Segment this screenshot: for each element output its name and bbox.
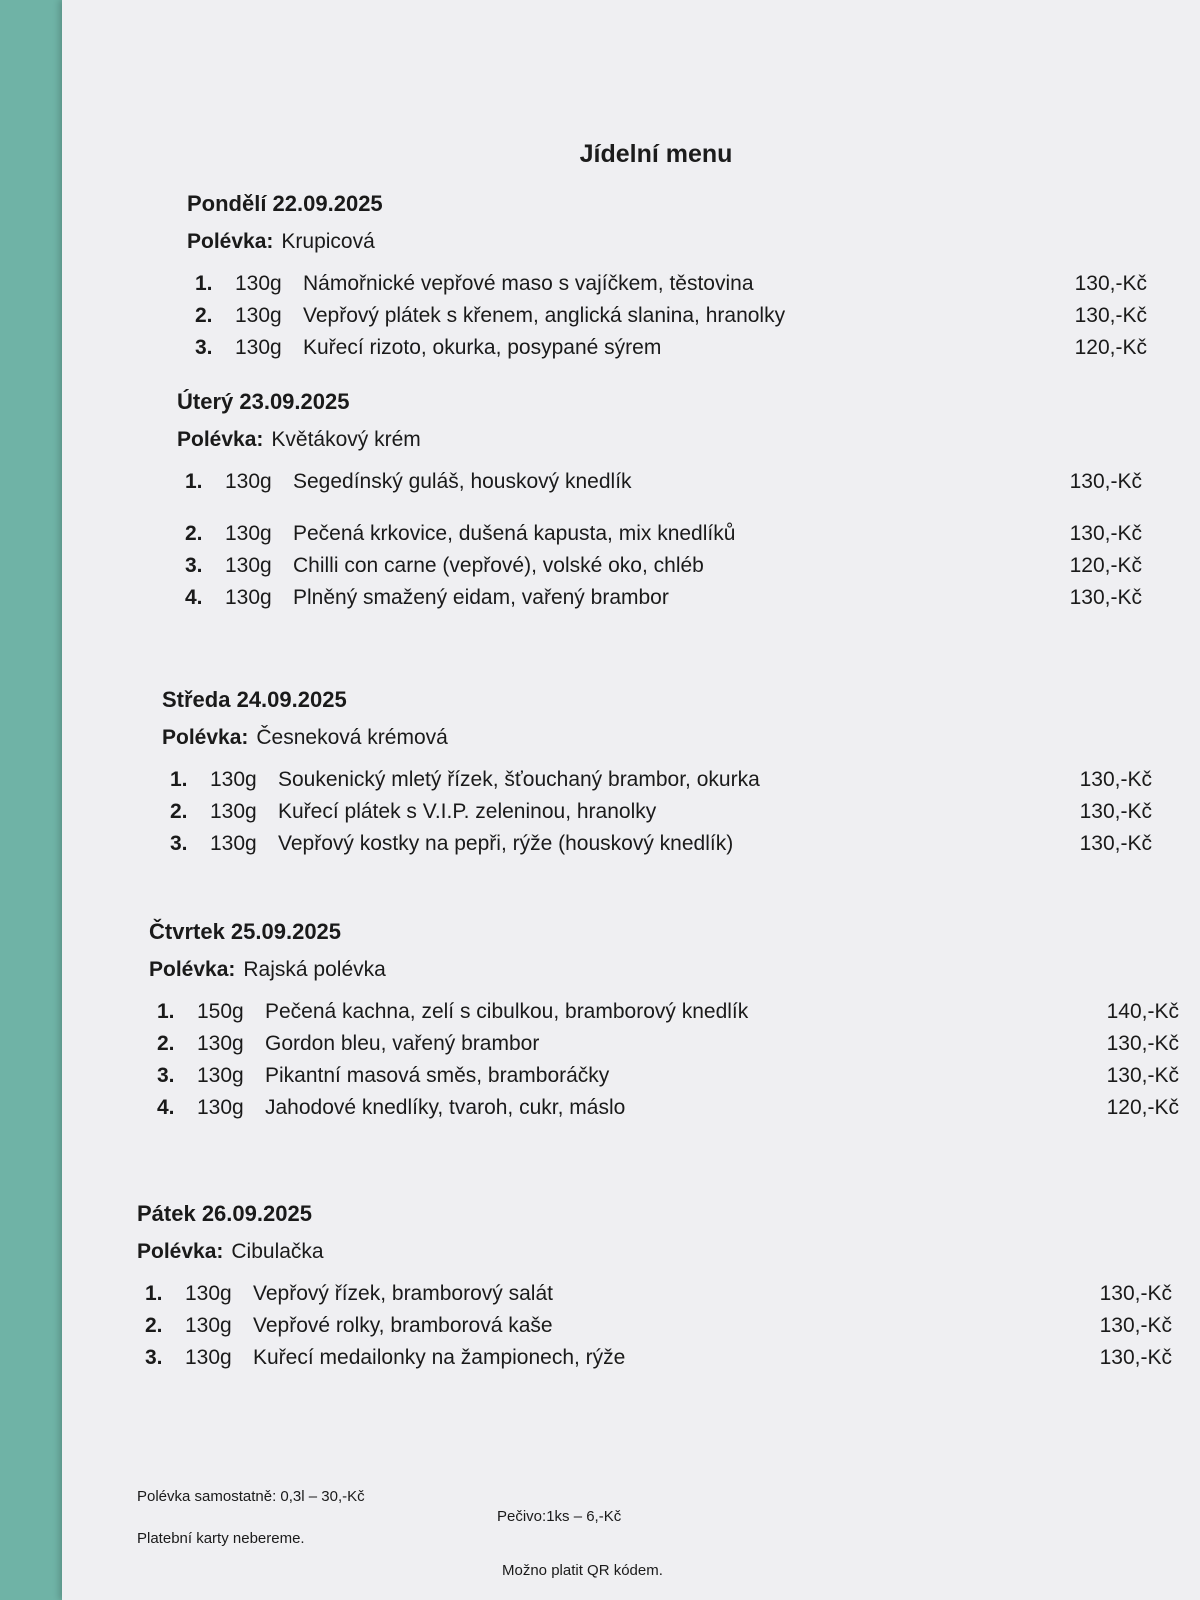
item-price: 130,-Kč [1069, 586, 1142, 609]
list-item [187, 300, 1147, 332]
item-price: 130,-Kč [1079, 832, 1152, 855]
item-weight: 130g [225, 522, 272, 545]
item-weight: 130g [197, 1032, 244, 1055]
item-number: 4. [185, 586, 203, 609]
list-item [149, 1060, 1179, 1092]
item-dish: Kuřecí rizoto, okurka, posypané sýrem [303, 336, 662, 359]
footer-bread: Pečivo:1ks – 6,-Kč [497, 1508, 622, 1525]
list-item [149, 996, 1179, 1028]
list-item [149, 1028, 1179, 1060]
item-dish: Chilli con carne (vepřové), volské oko, chléb [293, 554, 704, 577]
day-heading: Čtvrtek 25.09.2025 [149, 919, 342, 944]
item-weight: 130g [197, 1064, 244, 1087]
list-item [137, 1342, 1172, 1374]
item-number: 2. [195, 304, 213, 327]
list-item [137, 1310, 1172, 1342]
soup-line [177, 426, 1142, 454]
soup-name: Česneková krémová [256, 726, 448, 749]
day-heading: Pondělí 22.09.2025 [187, 191, 383, 216]
footer-soup-alone: Polévka samostatně: 0,3l – 30,-Kč [137, 1488, 365, 1505]
day-heading: Pátek 26.09.2025 [137, 1201, 312, 1226]
item-number: 4. [157, 1096, 175, 1119]
page-title: Jídelní menu [579, 140, 733, 168]
item-number: 2. [170, 800, 188, 823]
dish-list [177, 466, 1142, 614]
item-price: 130,-Kč [1069, 522, 1142, 545]
soup-name: Krupicová [281, 230, 375, 253]
soup-label: Polévka: [187, 230, 274, 253]
item-dish: Segedínský guláš, houskový knedlík [293, 470, 632, 493]
list-item [177, 550, 1142, 582]
list-item [177, 518, 1142, 550]
soup-line [149, 956, 1179, 984]
dish-list [137, 1278, 1172, 1374]
item-number: 1. [170, 768, 188, 791]
day-thursday [149, 918, 1179, 1124]
item-number: 3. [185, 554, 203, 577]
soup-line [162, 724, 1152, 752]
list-item [177, 466, 1142, 498]
dish-list [162, 764, 1152, 860]
item-weight: 130g [235, 304, 282, 327]
item-dish: Jahodové knedlíky, tvaroh, cukr, máslo [265, 1096, 626, 1119]
list-item [162, 764, 1152, 796]
soup-line [137, 1238, 1172, 1266]
item-weight: 130g [185, 1282, 232, 1305]
footer-qr-payment: Možno platit QR kódem. [502, 1562, 663, 1579]
item-number: 1. [157, 1000, 175, 1023]
item-weight: 130g [210, 800, 257, 823]
item-price: 120,-Kč [1069, 554, 1142, 577]
item-weight: 150g [197, 1000, 244, 1023]
item-price: 120,-Kč [1106, 1096, 1179, 1119]
dish-list [187, 268, 1147, 364]
item-weight: 130g [225, 470, 272, 493]
item-number: 1. [195, 272, 213, 295]
item-number: 2. [157, 1032, 175, 1055]
item-price: 130,-Kč [1069, 470, 1142, 493]
menu-paper [62, 0, 1200, 1600]
item-dish: Kuřecí plátek s V.I.P. zeleninou, hranolky [278, 800, 657, 823]
item-number: 3. [145, 1346, 163, 1369]
item-price: 130,-Kč [1099, 1346, 1172, 1369]
item-price: 130,-Kč [1099, 1282, 1172, 1305]
item-weight: 130g [225, 586, 272, 609]
list-item [162, 828, 1152, 860]
item-dish: Pikantní masová směs, bramboráčky [265, 1064, 610, 1087]
soup-name: Rajská polévka [243, 958, 386, 981]
item-price: 130,-Kč [1079, 800, 1152, 823]
item-price: 130,-Kč [1074, 272, 1147, 295]
item-dish: Pečená krkovice, dušená kapusta, mix knedlíků [293, 522, 736, 545]
item-dish: Kuřecí medailonky na žampionech, rýže [253, 1346, 626, 1369]
item-number: 1. [185, 470, 203, 493]
item-price: 140,-Kč [1106, 1000, 1179, 1023]
item-price: 130,-Kč [1079, 768, 1152, 791]
day-tuesday [177, 388, 1142, 614]
item-weight: 130g [197, 1096, 244, 1119]
item-dish: Vepřový plátek s křenem, anglická slanina, hranolky [303, 304, 786, 327]
item-weight: 130g [225, 554, 272, 577]
list-item [162, 796, 1152, 828]
item-number: 3. [195, 336, 213, 359]
item-weight: 130g [185, 1346, 232, 1369]
item-price: 130,-Kč [1099, 1314, 1172, 1337]
soup-label: Polévka: [137, 1240, 224, 1263]
item-dish: Pečená kachna, zelí s cibulkou, bramborový knedlík [265, 1000, 749, 1023]
soup-label: Polévka: [149, 958, 236, 981]
item-dish: Plněný smažený eidam, vařený brambor [293, 586, 669, 609]
item-weight: 130g [235, 336, 282, 359]
soup-line [187, 228, 1147, 256]
item-price: 120,-Kč [1074, 336, 1147, 359]
list-item [187, 332, 1147, 364]
soup-name: Květákový krém [271, 428, 421, 451]
item-dish: Vepřový kostky na pepři, rýže (houskový knedlík) [278, 832, 734, 855]
item-number: 2. [185, 522, 203, 545]
day-monday [187, 190, 1147, 364]
soup-label: Polévka: [177, 428, 264, 451]
day-heading: Středa 24.09.2025 [162, 687, 347, 712]
item-dish: Gordon bleu, vařený brambor [265, 1032, 540, 1055]
day-wednesday [162, 686, 1152, 860]
soup-name: Cibulačka [231, 1240, 324, 1263]
item-price: 130,-Kč [1074, 304, 1147, 327]
item-price: 130,-Kč [1106, 1064, 1179, 1087]
item-dish: Soukenický mletý řízek, šťouchaný brambor, okurka [278, 768, 760, 791]
day-friday [137, 1200, 1172, 1374]
day-heading: Úterý 23.09.2025 [177, 389, 350, 414]
soup-label: Polévka: [162, 726, 249, 749]
item-weight: 130g [210, 832, 257, 855]
item-price: 130,-Kč [1106, 1032, 1179, 1055]
item-number: 2. [145, 1314, 163, 1337]
list-item [177, 582, 1142, 614]
list-item [137, 1278, 1172, 1310]
list-item [149, 1092, 1179, 1124]
footer-no-cards: Platební karty nebereme. [137, 1530, 305, 1547]
item-number: 3. [170, 832, 188, 855]
dish-list [149, 996, 1179, 1124]
list-item [187, 268, 1147, 300]
item-dish: Vepřový řízek, bramborový salát [253, 1282, 553, 1305]
item-weight: 130g [235, 272, 282, 295]
item-weight: 130g [210, 768, 257, 791]
item-dish: Vepřové rolky, bramborová kaše [253, 1314, 553, 1337]
item-number: 3. [157, 1064, 175, 1087]
item-number: 1. [145, 1282, 163, 1305]
item-dish: Námořnické vepřové maso s vajíčkem, těstovina [303, 272, 754, 295]
item-weight: 130g [185, 1314, 232, 1337]
spacer [177, 498, 1142, 518]
